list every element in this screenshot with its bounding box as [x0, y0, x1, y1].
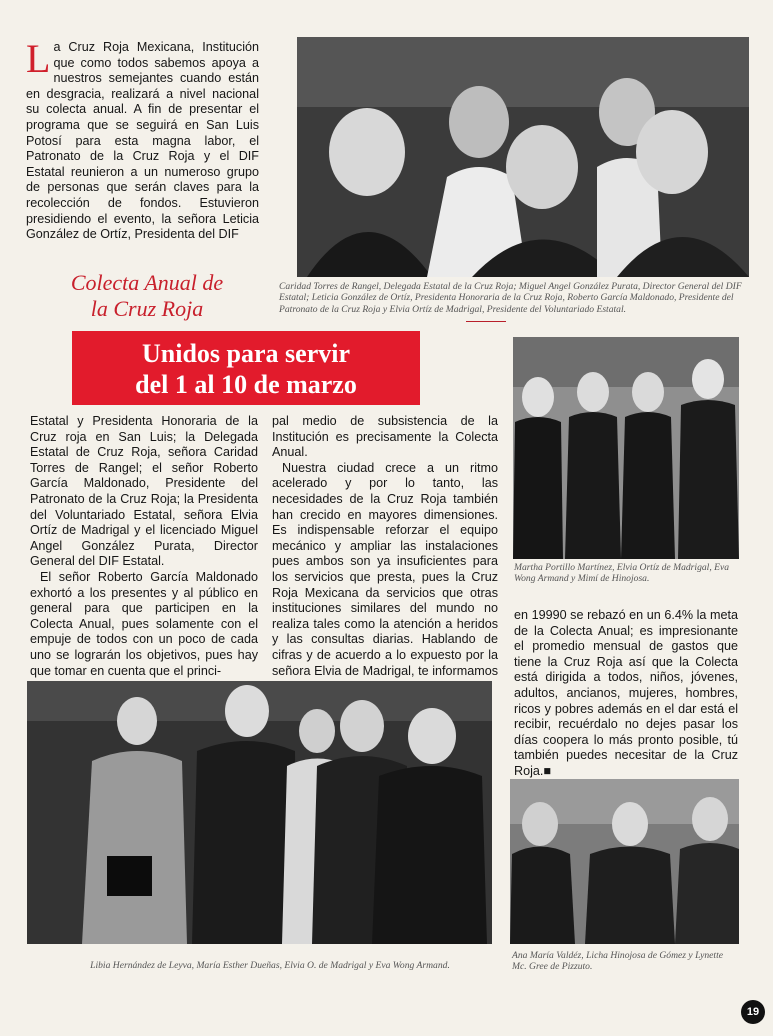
right-middle-photo-image — [513, 337, 739, 559]
bottom-right-photo — [510, 779, 739, 944]
column-2 — [272, 414, 498, 695]
subhead-line1: Colecta Anual de — [70, 270, 224, 295]
bottom-right-photo-image — [510, 779, 739, 944]
column-2-paragraph-1: pal medio de subsistencia de la Institución es precisamente la Colecta Anual. — [272, 414, 498, 460]
bottom-left-photo — [27, 681, 492, 944]
drop-cap: L — [26, 36, 51, 81]
top-photo — [297, 37, 749, 277]
subhead-line2: la Cruz Roja — [90, 296, 204, 321]
intro-paragraph — [26, 36, 259, 243]
column-3 — [514, 608, 738, 780]
intro-text: a Cruz Roja Mexicana, Institución que como todos sabemos apoya a nuestros semejantes cuando están en desgracia, realizará a nivel nacional su colecta anual. A fin de presentar el programa que se seguirá en San Luis Potosí para esta magna labor, el Patronato de la Cruz Roja y el DIF Estatal reunieron a un numeroso grupo de personas que serán claves para la recolección de fondos. Estuvieron presidiendo el evento, la señora Leticia González de Ortíz, Presidenta del DIF — [26, 40, 259, 242]
column-3-text: en 19990 se rebazó en un 6.4% la meta de la Colecta Anual; es impresionante el promedio mensual de gastos que tiene la Cruz Roja así que la Colecta está dirigida a todos, niños, jóvenes, adultos, ancianos, mujeres, hombres, ricos y pobres además en el dar está el recibir, recuérdalo no dejes pasar los días coopera lo más pronto posible, tú también puedes necesitar de la Cruz Roja. — [514, 608, 738, 778]
end-mark: ■ — [543, 763, 552, 778]
bottom-left-photo-caption: Libia Hernández de Leyva, María Esther Dueñas, Elvia O. de Madrigal y Eva Wong Armand. — [90, 960, 450, 971]
bottom-right-photo-caption: Ana María Valdéz, Licha Hinojosa de Gómez y Lynette Mc. Gree de Pizzuto. — [512, 950, 724, 973]
bottom-left-photo-image — [27, 681, 492, 944]
column-2-paragraph-2: Nuestra ciudad crece a un ritmo acelerado y por lo tanto, las necesidades de la Cruz Roja también han crecido en mayores dimensiones. Es indispensable reforzar el equipo mecánico y ampliar las instalaciones pues ambos son ya insuficientes para los servicios que presta, pues la Cruz Roja Mexicana da servicios que otras instituciones similares del mundo no realiza tales como la atención a heridos y las consultas diarias. Hablando de cifras y de acuerdo a lo expuesto por la señora Elvia de Madrigal, te informamos — [272, 460, 498, 678]
top-photo-caption: Caridad Torres de Rangel, Delegada Estatal de la Cruz Roja; Miguel Angel González Purata, Director General del DIF Estatal; Leticia González de Ortíz, Presidenta Honoraria de la Cruz Roja, Roberto García Maldonado, Presidente del Patronato de la Cruz Roja y Elvia Ortíz de Madrigal, Presidente del Voluntariado Estatal. — [279, 281, 742, 315]
subhead — [34, 270, 260, 322]
headline-line1: Unidos para servir — [142, 339, 350, 368]
top-photo-image — [297, 37, 749, 277]
column-1-paragraph-1: Estatal y Presidenta Honoraria de la Cruz roja en San Luis; la Delegada Estatal de Cruz Roja, señora Caridad Torres de Rangel; el señor Roberto García Maldonado, Presidente del Patronato de la Cruz Roja; la Presidenta del Voluntariado Estatal, señora Elvia Ortíz de Madrigal y el licenciado Miguel Angel González Purata, Director General del DIF Estatal. — [30, 414, 258, 569]
headline-line2: del 1 al 10 de marzo — [135, 370, 357, 399]
right-middle-photo — [513, 337, 739, 559]
column-1-paragraph-2: El señor Roberto García Maldonado exhortó a los presentes y al público en general para que participen en la Colecta Anual, pues solamente con el empuje de todos con un poco de cada uno se lograrán los objetivos, pues hay que tomar en cuenta que el princi- — [30, 569, 258, 678]
page-number: 19 — [741, 1000, 765, 1024]
headline-banner — [72, 331, 420, 405]
column-3-paragraph-1 — [514, 608, 738, 780]
column-1 — [30, 414, 258, 679]
caption-divider — [466, 321, 506, 322]
right-middle-photo-caption: Martha Portillo Martínez, Elvia Ortíz de Madrigal, Eva Wong Armand y Mimí de Hinojosa. — [514, 562, 730, 585]
